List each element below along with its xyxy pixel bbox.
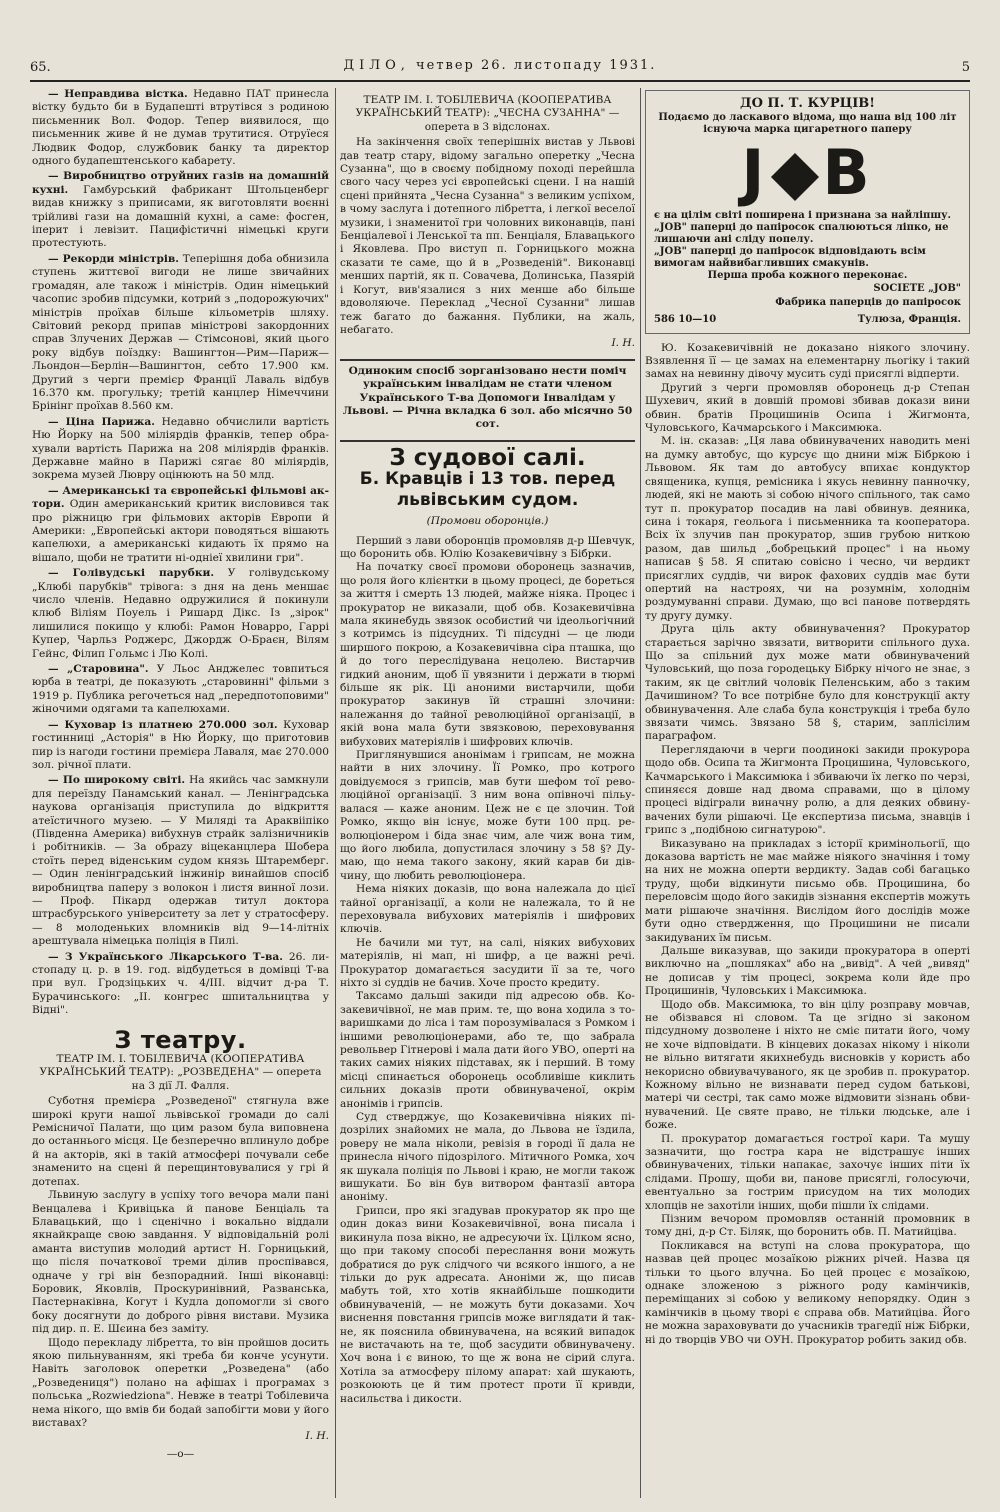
page-number-right: 5 — [961, 60, 970, 75]
news-headline: — Ціна Парижа. — [48, 415, 155, 428]
news-item — [32, 485, 329, 565]
paragraph: Щодо обв. Максимюка, то він цілу розправу мовчав, не обізвався ні словом. Та це згідно зі законом підсудному дозволене і ніхто не сміє питати його, чому не хоче відповідати. В кінцевих доказах нікому і ніколи не вільно витягати якихнебудь висновків у користь або некорисно обвиувачуваного, як це зробив п. прокуратор. Кожному вільно не визнавати перед судом батькові, матері чи сестрі, так само може відмовити зізнань обвинувачений. Це святе право, не тільки людське, але і боже. — [645, 998, 970, 1132]
news-item — [32, 774, 329, 948]
column-2 — [340, 88, 635, 1493]
paragraph: Не бачили ми тут, на салі, ніяких вибухових матеріялів, ні мап, ні шифр, а це важні речі. Прокуратор домагається засудити її за те, чого ніхто зі суддів не бачив. Хоче просто кредиту. — [340, 936, 635, 989]
court-article-headline: Б. Кравців і 13 тов. перед львівським судом. — [359, 469, 616, 511]
news-item — [32, 416, 329, 483]
ad-body-1: є на цілім світі поширена і признана за найліпшу. „JOB" паперці до папіросок спалюються ліпко, не лишаючи ані сліду попелу. — [654, 210, 951, 246]
news-text: Недавно ПАТ принесла вістку будьто би в Будапешті втрутівся з родиною письменник Вол. Фодор. Тепер виявилося, що письменник живе й не думав трутитися. Отруїеся Людвик Фодор, службовик банку та директор одного будапештенського кабарету. — [32, 88, 329, 168]
news-text: Недавно обчислили вартість Ню Йорку на 500 міліярдів франків, тепер обрахували вартість Парижа на 208 міліярдів франків. Державне майно в Парижі сягає 80 міліярдів, зокрема музей Люврy оцінюють на 50 млд. — [32, 415, 329, 482]
ad-city: Тулюза, Франція. — [857, 314, 961, 326]
closer-mark: —о— — [166, 1447, 195, 1460]
news-headline: — Рекорди міністрів. — [48, 252, 179, 265]
masthead — [30, 58, 970, 80]
news-text: 26. листопаду ц. р. в 19. год. відбудеться в домівці Т-ва при вул. Гродзіцьких ч. 4/ІІІ. відчит д-ра Т. Бурачинського: „II. конгрес шпитальництва у Відні". — [32, 950, 329, 1017]
ad-body-2: „JOB" паперці до папіросок відповідають всім вимогам найвибагливших смакунів. — [654, 246, 926, 270]
section-heading-court: З судової салі. — [389, 444, 586, 471]
paragraph: Ю. Козакевичівній не доказано ніякого злочину. Взявлення її — це замах на елементарну льогіку і такий замах на невинну дівочу мусить суді присяглі відперти. — [645, 341, 970, 381]
paragraph: Львиную заслугу в успіху того вечора мали пані Венцалева і Кривіцька й панове Бенціаль та Блавацький, що і сценічно і вокально віддали якнайкраще свою завдання. У відповідальній ролі аманта виступив молодий артист Н. Горницький, що після початкової треми ділив проспівався, одначе у грі він безпорадний. Інші віконавці: Боровик, Яковлів, Проскуринівний, Разванська, Пастернаківна, Когут і Кудла допомогли зі свого боку досягнути до доброго рівня вистави. Музика під дир. п. Е. Шєина без замітy. — [32, 1189, 329, 1336]
news-item — [32, 719, 329, 773]
news-text: Теперішня доба обнизила ступень життєвої вигоди не лише звичайних громадян, але також і міністрів. Один німецький часопис зробив підсумки, котрий з „подорожуючих" міністрів проїхав більше кільометрів шляху. Світовий рекорд припав міністрові закордонних справ Злучених Держав — Стімсонові, який цього року відбув поїздку: Вашингтон—Рим—Париж—Льондон—Берлін—Вашингтон, себто 17.900 км. Другий з черги премієр Франції Лаваль відбув 16.370 км. прогулькy; третій канцлер Німеччини Брінінг проїхав 8.560 км. — [32, 252, 329, 413]
court-article-continuation — [645, 342, 970, 1347]
paragraph: Дальше виказував, що закиди прокуратора в оперті виключно на „пошляках" або на „вивід". А чей „вивяд" не дописав у тім процесі, зокрема коли йде про Процишинів, Чуловських і Максимюка. — [645, 944, 970, 998]
theatre-review-body — [32, 1095, 329, 1430]
ad-body-3: Перша проба кожного переконає. — [707, 270, 908, 282]
news-headline: — З Українського Лікарського Т-ва. — [48, 950, 283, 963]
job-logo: J B — [741, 136, 874, 210]
news-briefs — [32, 88, 329, 1018]
masthead-rule — [30, 80, 970, 82]
ad-company-desc: Фабрика паперців до папіросок — [775, 296, 961, 308]
theatre-review-heading-2: ТЕАТР ІМ. І. ТОБІЛЕВИЧА (КООПЕРАТИВА УКРАЇНСЬКИЙ ТЕАТР): „ЧЕСНА СУЗАННА" — оперета в 3 відслонах. — [355, 94, 620, 133]
ad-code: 586 10—10 — [654, 314, 717, 326]
column-1 — [32, 88, 329, 1493]
column-divider — [640, 88, 641, 1498]
paragraph: Суботня премієра „Розведеної" стягнула вже широкі круги нашої львівської громади до салі Реміcничої Палати, що цим разом була виповнена до останнього місця. Це безперечно вплинуло добре й на акторів, які в такій атмосфері почували себе знаменито на сцені й перещинтовувалися у грі й дотепах. — [32, 1095, 329, 1188]
page-number-left: 65. — [30, 60, 51, 75]
paragraph: Друга ціль акту обвинувачення? Прокуратор старається зарічно звязати, витворити спільного духа. Що за спільний дух може мати обвинувачений Чуловський, що поза городецьку Бібрку нічого не знає, з таким, як це світлий чоловік Пеленським, або з таким Дачишином? То все потрібне було для конструкції акту обвинувачення. Але слаба була конструкція і треба було звязати чимсь. Звязано 58 §, старим, заплісілим параграфом. — [645, 623, 970, 743]
diamond-icon — [771, 153, 819, 201]
news-headline: — „Старовина". — [48, 663, 149, 676]
news-item — [32, 170, 329, 250]
paragraph: Нема ніяких доказів, що вона належала до цієї тайної організації, а коли не належала, то й не переховувала вибухових матеріялів і шифрових ключів. — [340, 883, 635, 936]
news-headline: — По широкому світі. — [48, 774, 186, 787]
ad-company: SOCIETE „JOB" — [873, 283, 961, 295]
news-item — [32, 567, 329, 661]
paragraph: Перший з лави оборонців промовляв д-р Шевчук, що боронить обв. Юлію Козакевичівну з Бібрки. — [340, 534, 635, 560]
column-3 — [645, 88, 970, 1493]
news-item — [32, 253, 329, 414]
paragraph: Покликався на вступі на слова прокуратора, що назвав цей процес мозаїкою ріжних річей. Назва ця тільки то цього влучна. Бо цей процес є мозаїкою, однаке зложеною з ріжного роду камінчиків, переміщаних зі собою у великому непорядку. Один з камінчиків в цьому творі є справа обв. Матийціва. Його не можна зараховувати до учасників трагедії ніж Бібрки, ні до творців УВО чи ОУН. Прокуратор робить закид обв. — [645, 1239, 970, 1346]
paragraph: Суд стверджує, що Козакевичівна ніяких підозрілих знайомих не мала, до Львова не їздила, роверу не мала ніколи, ревізія в городі її дала не принесла нічого підозрілого. Мітичного Ромка, хоч як шукала поліція по Львові і краю, не могли також вишукати. Бо він був витвором фантазії автора аноніму. — [340, 1111, 635, 1204]
paragraph: Таксамо дальші закиди під адресою обв. Козакевичівної, не мав прим. те, що вона ходила з товаришками до ліса і там порозумівалася з Ромком і іншими революціонерами, або те, що забрала револьвер Гітнерові і мала дати його УВО, оперті на таких самих ніяких підставах, як і перший. В тому місці спинається оборонець особливіше киклить сильних доказів проти обвинуваченої, окрім анонімів і грипсів. — [340, 990, 635, 1110]
news-item — [32, 663, 329, 717]
review-signature: І. Н. — [305, 1430, 329, 1443]
news-headline: — Неправдива вістка. — [48, 88, 188, 100]
paragraph: Приглянувшися анонімам і грипсам, не можна найти в них злочину. Її Ромко, про котрого довідуємося з грипсів, мав бути шефом тої революційної організації. З ним вона опівночі пільувалася — каже аноним. Цеж не є це злочин. Той Ромко, якщо він існує, може бути 100 прц. революціонером і біда знає чим, але чиж вона тим, що його любила, допустилася злочину з 58 §? Думаю, що нема такого закону, який карав би дівчину, що любить революціонера. — [340, 749, 635, 882]
paragraph: П. прокуратор домагається гострої кари. Та мушу зазначити, що гостра кара не відстрашує інших обвинувачених, тільки напакає, захочує інших піти їх слідами. Прошу, щоби ви, панове присяглі, голосуючи, евентуально за гострим присудом на тих молодих хлопців не захотіли інших, щоби пішли їх слідами. — [645, 1132, 970, 1212]
paragraph: Виказувано на прикладах з історії кримінольогії, що доказова вартість не має майже ніякого значіння і тому на них не можна оперти вердикту. Задав собі багацько труду, щоби відкинути письмо обв. Процишина, бо переловсім щодо його закидів зізнання експертів можуть мати рішаюче значіння. Вислідом його дослідів може бути одно ствердження, що Процишини не писали закидуваних їм письм. — [645, 837, 970, 944]
news-item — [32, 88, 329, 168]
news-text: На якийсь час замкнули для переїзду Панамський канал. — Ленінградська наукова організація приступила до відкриття атеїстичного музею. — У Миляді та Араквііпіко (Південна Америка) вибухнув страйк залізничників і робітників. — За обрazy віцеканцлера Шобера стоїть перед віденським судом князь Штаремберг. — Один ленінградський інжинір винайшов спосіб виробництва паперу з волокон і листя винної лози. — Проф. Пікард одержав титул доктора штрасбурського університету за лет у стратосферу. — 8 молоденьких вломників від 9—14-літніх арештувала німецька поліція в Пилі. — [32, 774, 329, 948]
section-heading-theatre: З театру. — [114, 1025, 247, 1054]
news-item — [32, 951, 329, 1018]
news-text: У Льос Анджелес товпиться юрба в театрі, де показують „старовинні" фільми з 1919 р. Публика регочеться над „передпотоповими" жіночими одягами та капелюхами. — [32, 663, 329, 716]
news-text: Куховар гостинниці „Асторія" в Ню Йорку, що приготовив пир із нагоди гостини премієра Лаваля, має 270.000 зол. річної плати. — [32, 718, 329, 771]
theatre-review-heading: ТЕАТР ІМ. І. ТОБІЛЕВИЧА (КООПЕРАТИВА УКРАЇНСЬКИЙ ТЕАТР): „РОЗВЕДЕНА" — оперета на 3 дії Л. Фалля. — [39, 1053, 322, 1092]
paragraph: М. ін. сказав: „Ця лава обвинувачених наводить мені на думку автобус, що курсує що днини між Бібркою і Львовом. Як там до автобусу впихає кондуктор священика, купця, ремісника і якусь невинну панночку, людей, які не мають зі собою нічого спільного, так само тут п. прокуратор посадив на лаві обвинув. деяника, сина і токаря, геольога і письменника та кооператора. Всіх їх злучив пан прокуратор, зшив грубою ниткою разом, дав шильд „бобрецький процес" і на ньому написав § 58. Я спитаю совісно і чесно, чи вердикт присяглих суддів, чи вирок фахових суддів має бути опертий на настроях, чи на розумнім, холоднім роздумуванні справи. Думаю, що всі панове потвердять ту другу думку. — [645, 435, 970, 622]
paragraph: Переглядаючи в черги поодинокі закиди прокурора щодо обв. Осипа та Жигмонта Процишина, Чуловського, Качмарського і Максимюка і збиваючи їх легко по черзі, спиняєся довше над двома справами, що в цілому процесі відіграли виначну ролю, а для деяких обвинувачених були рішаючі. Це експертиза письма, знавців і грипс з „подібною сигнатурою". — [645, 743, 970, 837]
news-headline: — Виробництво отруйних газів на домашній кухні. — [32, 170, 329, 196]
paragraph: Пізним вечором промовляв останній промовник в тому дні, д-р Ст. Біляк, що боронить обв. П. Матийцiва. — [645, 1213, 970, 1239]
ad-title: ДО П. Т. КУРЦІВ! — [740, 96, 875, 111]
paragraph: На початку своєї промови оборонець зазначив, що роля його клієнтки в цьому процесі, де бореться за життя і смерть 13 людей, майже ніяка. Процес і прокуратор не виказали, щоб обв. Козакевичівна мала якинебудь звязок особистий чи ідеольогічний з котримсь із підсудних. Ті підсудні — це люди ширшого покрою, а Козакевичівна сіра пташка, що й до того переслідувана нецолею. Вистарчив гидкий аноним, щоб її увязнити і держати в тюрмі більше як рік. Ці аноними вистарчили, щоби прокуратор закинув їй страшні злочини: належання до тайної революційної організації, в якій вона мала бути звязковою, переховування вибухових матеріялів і шифрових ключів. — [340, 561, 635, 748]
ad-intro: Подаємо до ласкавого відома, що наша від 100 літ існуюча марка цигаретного паперу — [658, 112, 957, 136]
court-article-body — [340, 535, 635, 1406]
court-article-caption: (Промови оборонців.) — [426, 515, 549, 528]
column-divider — [335, 88, 336, 1498]
paragraph: Другий з черги промовляв оборонець д-р Степан Шухевич, який в довшій промові збивав докази вини обвин. братів Процишинів Осипа і Жигмонта, Чуловського, Качмарського і Максимюка. — [645, 381, 970, 435]
news-text: У голівудському „Клюбі парубків" трівога: з дня на день меншає число членів. Недавно одружилися й покинули клюб Віліям Поуель і Ришард Дікс. Із „зірок" лишилися покищо у клюбі: Рамон Новарро, Гаррі Купер, Чарльз Роджерс, Джордж О-Браєн, Вілям Гейнс, Філип Гольмс і Лю Колі. — [32, 567, 329, 660]
review-signature-2: І. Н. — [611, 337, 635, 350]
paragraph: Грипси, про які згадував прокуратор як про ще один доказ вини Козакевичівної, вона писала і викинула поза вікно, не адресуючи їх. Цілком ясно, що при такому способі переслання вони можуть добратися до рук слідчого чи всякого іншого, а не тільки до рук адресата. Аноніми ж, що писав мабуть той, хто хотів якнайбільше пошкодити обвинуваченій, — не можуть бути доказами. Хоч виснення повстання грипсів може виглядати й так не, як пояснила обвинувачена, на всякий випадок не вистачають на те, щоб засудити обвинувачену. Хоч вона і є виною, то ще ж вона не сірий слуга. Хотілa за атмосферу пілому апарат: хай шукають, розкоюють це й тим протест проти її кривди, насильства і дикости. — [340, 1204, 635, 1405]
divider — [340, 440, 635, 442]
news-headline: — Куховар із платнею 270.000 зол. — [48, 718, 278, 731]
theatre-review-body-2: На закінчення своїх теперішніх вистав у Львові дав театр стару, відому загально оперетку „Чесна Сузанна", що в своєму побідному поході перейшла свого часу через усі європейські сцени. І на нашій сцені прийнятa „Чесна Сузанна" з великим успіхом, в чому заслуга і дотепного лібретта, і легкої веселої музики, і знаменитої гри чоловних виконавців, пані Бенціалевої і Ленської та пп. Бенціаля, Блавацького і Яковлева. Про виступ п. Горницького можна сказати те саме, що й в „Розведеній". Виконавці менших партій, як п. Совачева, Долинська, Пазярій і Когут, вив'язалися з них менше або більше вдоволяюче. Переклад „Чесної Сузанни" лишав теж багато до бажання. Публики, на жаль, небагато. — [340, 136, 635, 336]
paragraph: Щодо перекладу лібретта, то він пройшов досить якою пильнуванням, які треба би конче усунути. Навіть заголовок оперетки „Розведена" (або „Розведениця") полано на афішах і програмах з польська „Rozwiedziona". Невже в театрі Тобілевича нема нікого, що вмів би бодай запобігти мови у його виставах? — [32, 1336, 329, 1429]
news-text: Один американський критик висловився так про ріжницю гри фільмових акторів Европи й Америки: „Европейські актори поводяться вішають капелюхи, а американські кидають їх прямо на вішало, щоби не тратити ні-одніеї хвилини гри". — [32, 498, 329, 564]
news-headline: — Американські та європейські фільмові актори. — [32, 484, 329, 511]
job-advertisement — [645, 90, 970, 334]
newspaper-title: ДІЛО, — [343, 58, 410, 73]
invalids-notice: Одиноким спосіб зорганізовано нести поміч українським інвалідам не стати членом Українського Т-ва Допомоги Інвалідам у Львові. — Річна вкладка 6 зол. або місячно 50 сот. — [342, 364, 633, 431]
issue-date: четвер 26. листопаду 1931. — [416, 58, 657, 73]
news-headline: — Голівудські парубки. — [48, 567, 215, 580]
news-text: Гамбурський фабрикант Штольценберг видав книжку з приписами, як виготовляти воєнні трійливі гази на домашній кухні, а саме: фосген, іперит і левізит. Пацифістичні німецькі круги протестують. — [32, 183, 329, 250]
divider — [340, 359, 635, 361]
